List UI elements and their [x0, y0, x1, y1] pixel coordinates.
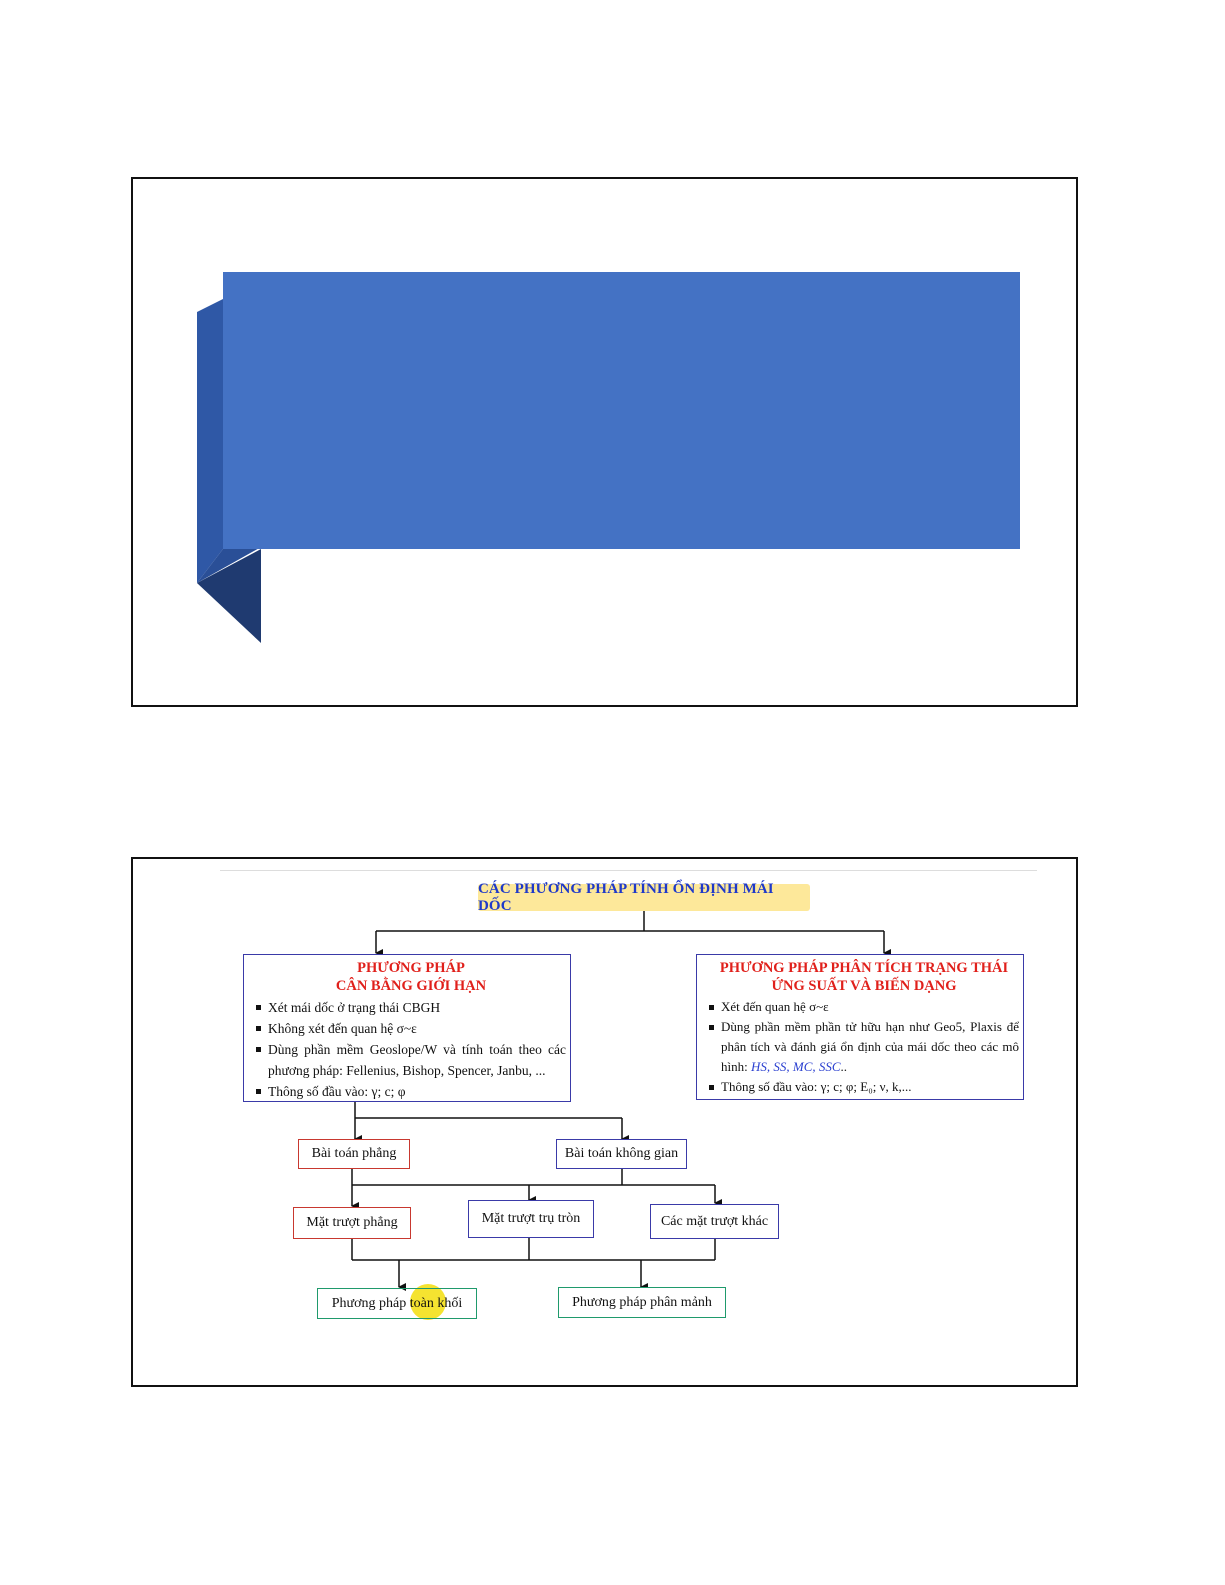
right-bullet-1: Xét đến quan hệ σ~ε: [709, 997, 1019, 1017]
whole-block-method-node: Phương pháp toàn khối: [317, 1288, 477, 1319]
left-bullet-3: Dùng phần mềm Geoslope/W và tính toán theo các phương pháp: Fellenius, Bishop, Spencer, Janbu, ...: [256, 1039, 566, 1081]
slices-method-node: Phương pháp phân mảnh: [558, 1287, 726, 1318]
left-bullet-2: Không xét đến quan hệ σ~ε: [256, 1018, 566, 1039]
right-bullet-2-text: Dùng phần mềm phần tử hữu hạn như Geo5, Plaxis để phân tích và đánh giá ổn định của mái dốc theo các mô hình:: [721, 1019, 1019, 1074]
left-method-title-line1: PHƯƠNG PHÁP: [357, 960, 465, 976]
other-slip-node: Các mặt trượt khác: [650, 1204, 779, 1239]
planar-slip-node: Mặt trượt phẳng: [293, 1207, 411, 1239]
banner-fold-back: [197, 299, 223, 583]
left-bullet-1: Xét mái dốc ở trạng thái CBGH: [256, 997, 566, 1018]
plane-problem-node: Bài toán phẳng: [298, 1139, 410, 1169]
right-bullet-2-models: HS, SS, MC, SSC: [750, 1059, 841, 1074]
diagram-title: CÁC PHƯƠNG PHÁP TÍNH ỔN ĐỊNH MÁI DỐC: [478, 884, 810, 911]
right-method-title-line2: ỨNG SUẤT VÀ BIẾN DẠNG: [771, 978, 957, 994]
cylindrical-slip-node: Mặt trượt trụ tròn: [468, 1200, 594, 1238]
stress-strain-method-box: [696, 954, 1024, 1100]
right-method-title-line1: PHƯƠNG PHÁP PHÂN TÍCH TRẠNG THÁI: [719, 960, 1009, 976]
slide-1: [131, 177, 1078, 707]
limit-equilibrium-method-box: [243, 954, 571, 1102]
right-bullet-3: Thông số đầu vào: γ; c; φ; E₀; ν, k,...: [709, 1077, 1019, 1097]
left-bullet-4: Thông số đầu vào: γ; c; φ: [256, 1081, 566, 1102]
left-method-title-line2: CÂN BẰNG GIỚI HẠN: [335, 978, 487, 994]
right-bullet-2: [709, 1017, 1019, 1077]
right-method-bullets: [709, 997, 1019, 1097]
space-problem-node: Bài toán không gian: [556, 1139, 687, 1169]
slide-2: [131, 857, 1078, 1387]
left-method-bullets: [256, 997, 566, 1102]
banner-ribbon: [223, 272, 1020, 549]
right-bullet-2-end: ..: [840, 1059, 848, 1074]
